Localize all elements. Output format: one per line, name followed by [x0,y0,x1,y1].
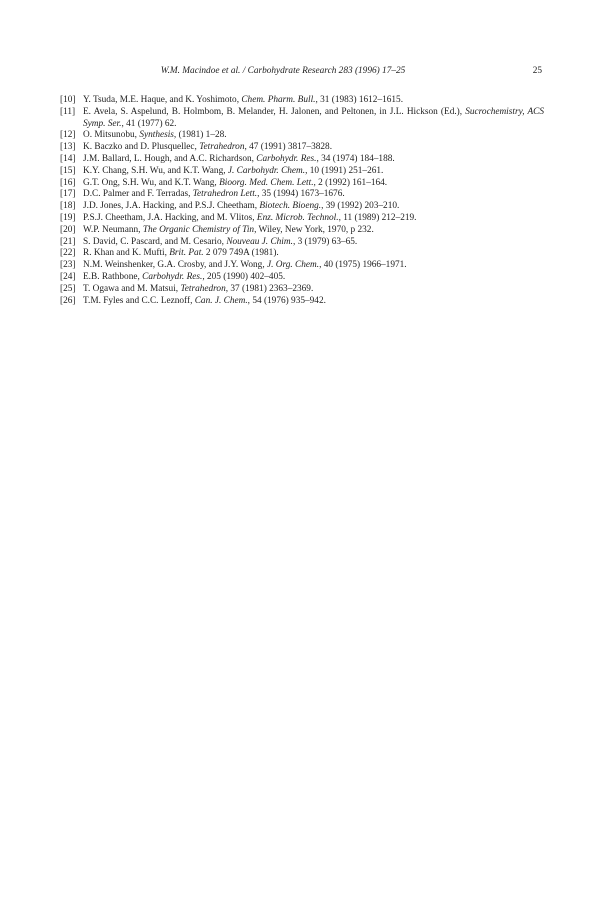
reference-item [60,284,544,296]
reference-text-segment: , 47 (1991) 3817–3828. [244,142,333,153]
reference-item [60,107,544,131]
reference-item [60,237,544,249]
reference-item [60,142,544,154]
reference-text [83,237,357,247]
reference-source-title: Tetrahedron [180,283,226,294]
reference-text [83,201,399,211]
reference-source-title: Carbohydr. Res. [142,271,203,282]
reference-text-segment: , 205 (1990) 402–405. [202,271,286,282]
reference-text-segment: N.M. Weinshenker, G.A. Crosby, and J.Y. Wong, [83,260,267,271]
reference-number: [18] [60,201,76,212]
reference-source-title: Brit. Pat. [169,248,204,259]
reference-text [83,95,403,105]
reference-text-segment: R. Khan and K. Mufti, [83,248,170,259]
reference-source-title: Biotech. Bioeng. [259,201,322,212]
reference-source-title: J. Org. Chem. [266,260,320,271]
reference-text-segment: , 3 (1979) 63–65. [292,236,358,247]
reference-text [83,213,417,223]
reference-number: [24] [60,271,76,282]
reference-text-segment: , 37 (1981) 2363–2369. [225,283,314,294]
reference-text [83,107,544,129]
reference-text-segment: , (1981) 1–28. [173,130,227,141]
reference-number: [26] [60,295,76,306]
reference-text-segment: T. Ogawa and M. Matsui, [83,283,181,294]
reference-text [83,166,383,176]
reference-source-title: Can. J. Chem. [194,295,248,306]
reference-text [83,248,279,258]
reference-source-title: Carbohydr. Res. [256,153,317,164]
reference-source-title: Sucrochemistry, ACS Symp. Ser. [83,106,544,129]
reference-item [60,296,544,308]
reference-text-segment: , 34 (1974) 184–188. [316,153,395,164]
reference-item [60,130,544,142]
reference-text-segment: , 10 (1991) 251–261. [305,165,384,176]
reference-item [60,95,544,107]
reference-text-segment: P.S.J. Cheetham, J.A. Hacking, and M. Vlitos, [83,212,257,223]
reference-text-segment: , 39 (1992) 203–210. [321,201,400,212]
reference-text [83,296,326,306]
reference-text-segment: , 35 (1994) 1673–1676. [257,189,345,200]
reference-text-segment: , 31 (1983) 1612–1615. [315,95,404,105]
reference-text-segment: , 40 (1975) 1966–1971. [319,260,407,271]
reference-text [83,189,345,199]
reference-item [60,272,544,284]
reference-source-title: Enz. Microb. Technol. [256,212,339,223]
reference-text-segment: G.T. Ong, S.H. Wu, and K.T. Wang, [83,177,220,188]
reference-number: [17] [60,189,76,200]
reference-item [60,166,544,178]
reference-text-segment: 2 079 749A (1981). [203,248,279,259]
reference-item [60,225,544,237]
reference-source-title: Nouveau J. Chim. [226,236,293,247]
reference-number: [10] [60,95,76,105]
reference-text-segment: D.C. Palmer and F. Terradas, [83,189,193,200]
reference-source-title: Chem. Pharm. Bull. [241,95,316,105]
running-title: W.M. Macindoe et al. / Carbohydrate Research 283 (1996) 17–25 [160,66,406,76]
reference-text-segment: O. Mitsunobu, [83,130,140,141]
reference-text-segment: K. Baczko and D. Plusquellec, [83,142,200,153]
reference-number: [14] [60,153,76,164]
reference-text-segment: Y. Tsuda, M.E. Haque, and K. Yoshimoto, [83,95,242,105]
reference-text [83,154,395,164]
reference-text [83,130,227,140]
reference-number: [21] [60,236,76,247]
reference-item [60,213,544,225]
reference-source-title: J. Carbohydr. Chem. [227,165,306,176]
reference-number: [19] [60,212,76,223]
reference-text [83,225,374,235]
reference-source-title: Tetrahedron [199,142,245,153]
reference-number: [25] [60,283,76,294]
reference-text [83,178,387,188]
reference-text-segment: , 54 (1976) 935–942. [247,295,326,306]
running-header [60,66,542,80]
reference-number: [16] [60,177,76,188]
reference-item [60,189,544,201]
reference-source-title: Bioorg. Med. Chem. Lett. [219,177,314,188]
reference-text-segment: , Wiley, New York, 1970, p 232. [254,224,374,235]
reference-text [83,260,407,270]
reference-number: [13] [60,142,76,153]
reference-item [60,248,544,260]
reference-source-title: Synthesis [139,130,174,141]
reference-text-segment: E.B. Rathbone, [83,271,143,282]
reference-text-segment: J.D. Jones, J.A. Hacking, and P.S.J. Cheetham, [83,201,260,212]
reference-text-segment: , 2 (1992) 161–164. [313,177,388,188]
reference-text-segment: E. Avela, S. Aspelund, B. Holmbom, B. Melander, H. Jalonen, and Peltonen, in J.L. Hickson (Ed.), [83,106,466,117]
reference-number: [15] [60,165,76,176]
reference-text-segment: W.P. Neumann, [83,224,143,235]
reference-number: [22] [60,248,76,259]
reference-text-segment: T.M. Fyles and C.C. Leznoff, [83,295,195,306]
reference-source-title: The Organic Chemistry of Tin [142,224,255,235]
reference-number: [23] [60,260,76,271]
reference-item [60,154,544,166]
reference-text-segment: J.M. Ballard, L. Hough, and A.C. Richardson, [83,153,257,164]
reference-item [60,201,544,213]
reference-item [60,178,544,190]
reference-number: [12] [60,130,76,141]
reference-text [83,272,285,282]
reference-text [83,284,313,294]
page-number: 25 [532,66,542,76]
reference-list [60,95,544,307]
reference-number: [20] [60,224,76,235]
reference-text-segment: , 41 (1977) 62. [121,118,177,129]
reference-text-segment: S. David, C. Pascard, and M. Cesario, [83,236,227,247]
reference-text [83,142,332,152]
reference-text-segment: K.Y. Chang, S.H. Wu, and K.T. Wang, [83,165,228,176]
reference-item [60,260,544,272]
reference-source-title: Tetrahedron Lett. [192,189,258,200]
reference-number: [11] [60,106,76,117]
reference-text-segment: , 11 (1989) 212–219. [338,212,417,223]
